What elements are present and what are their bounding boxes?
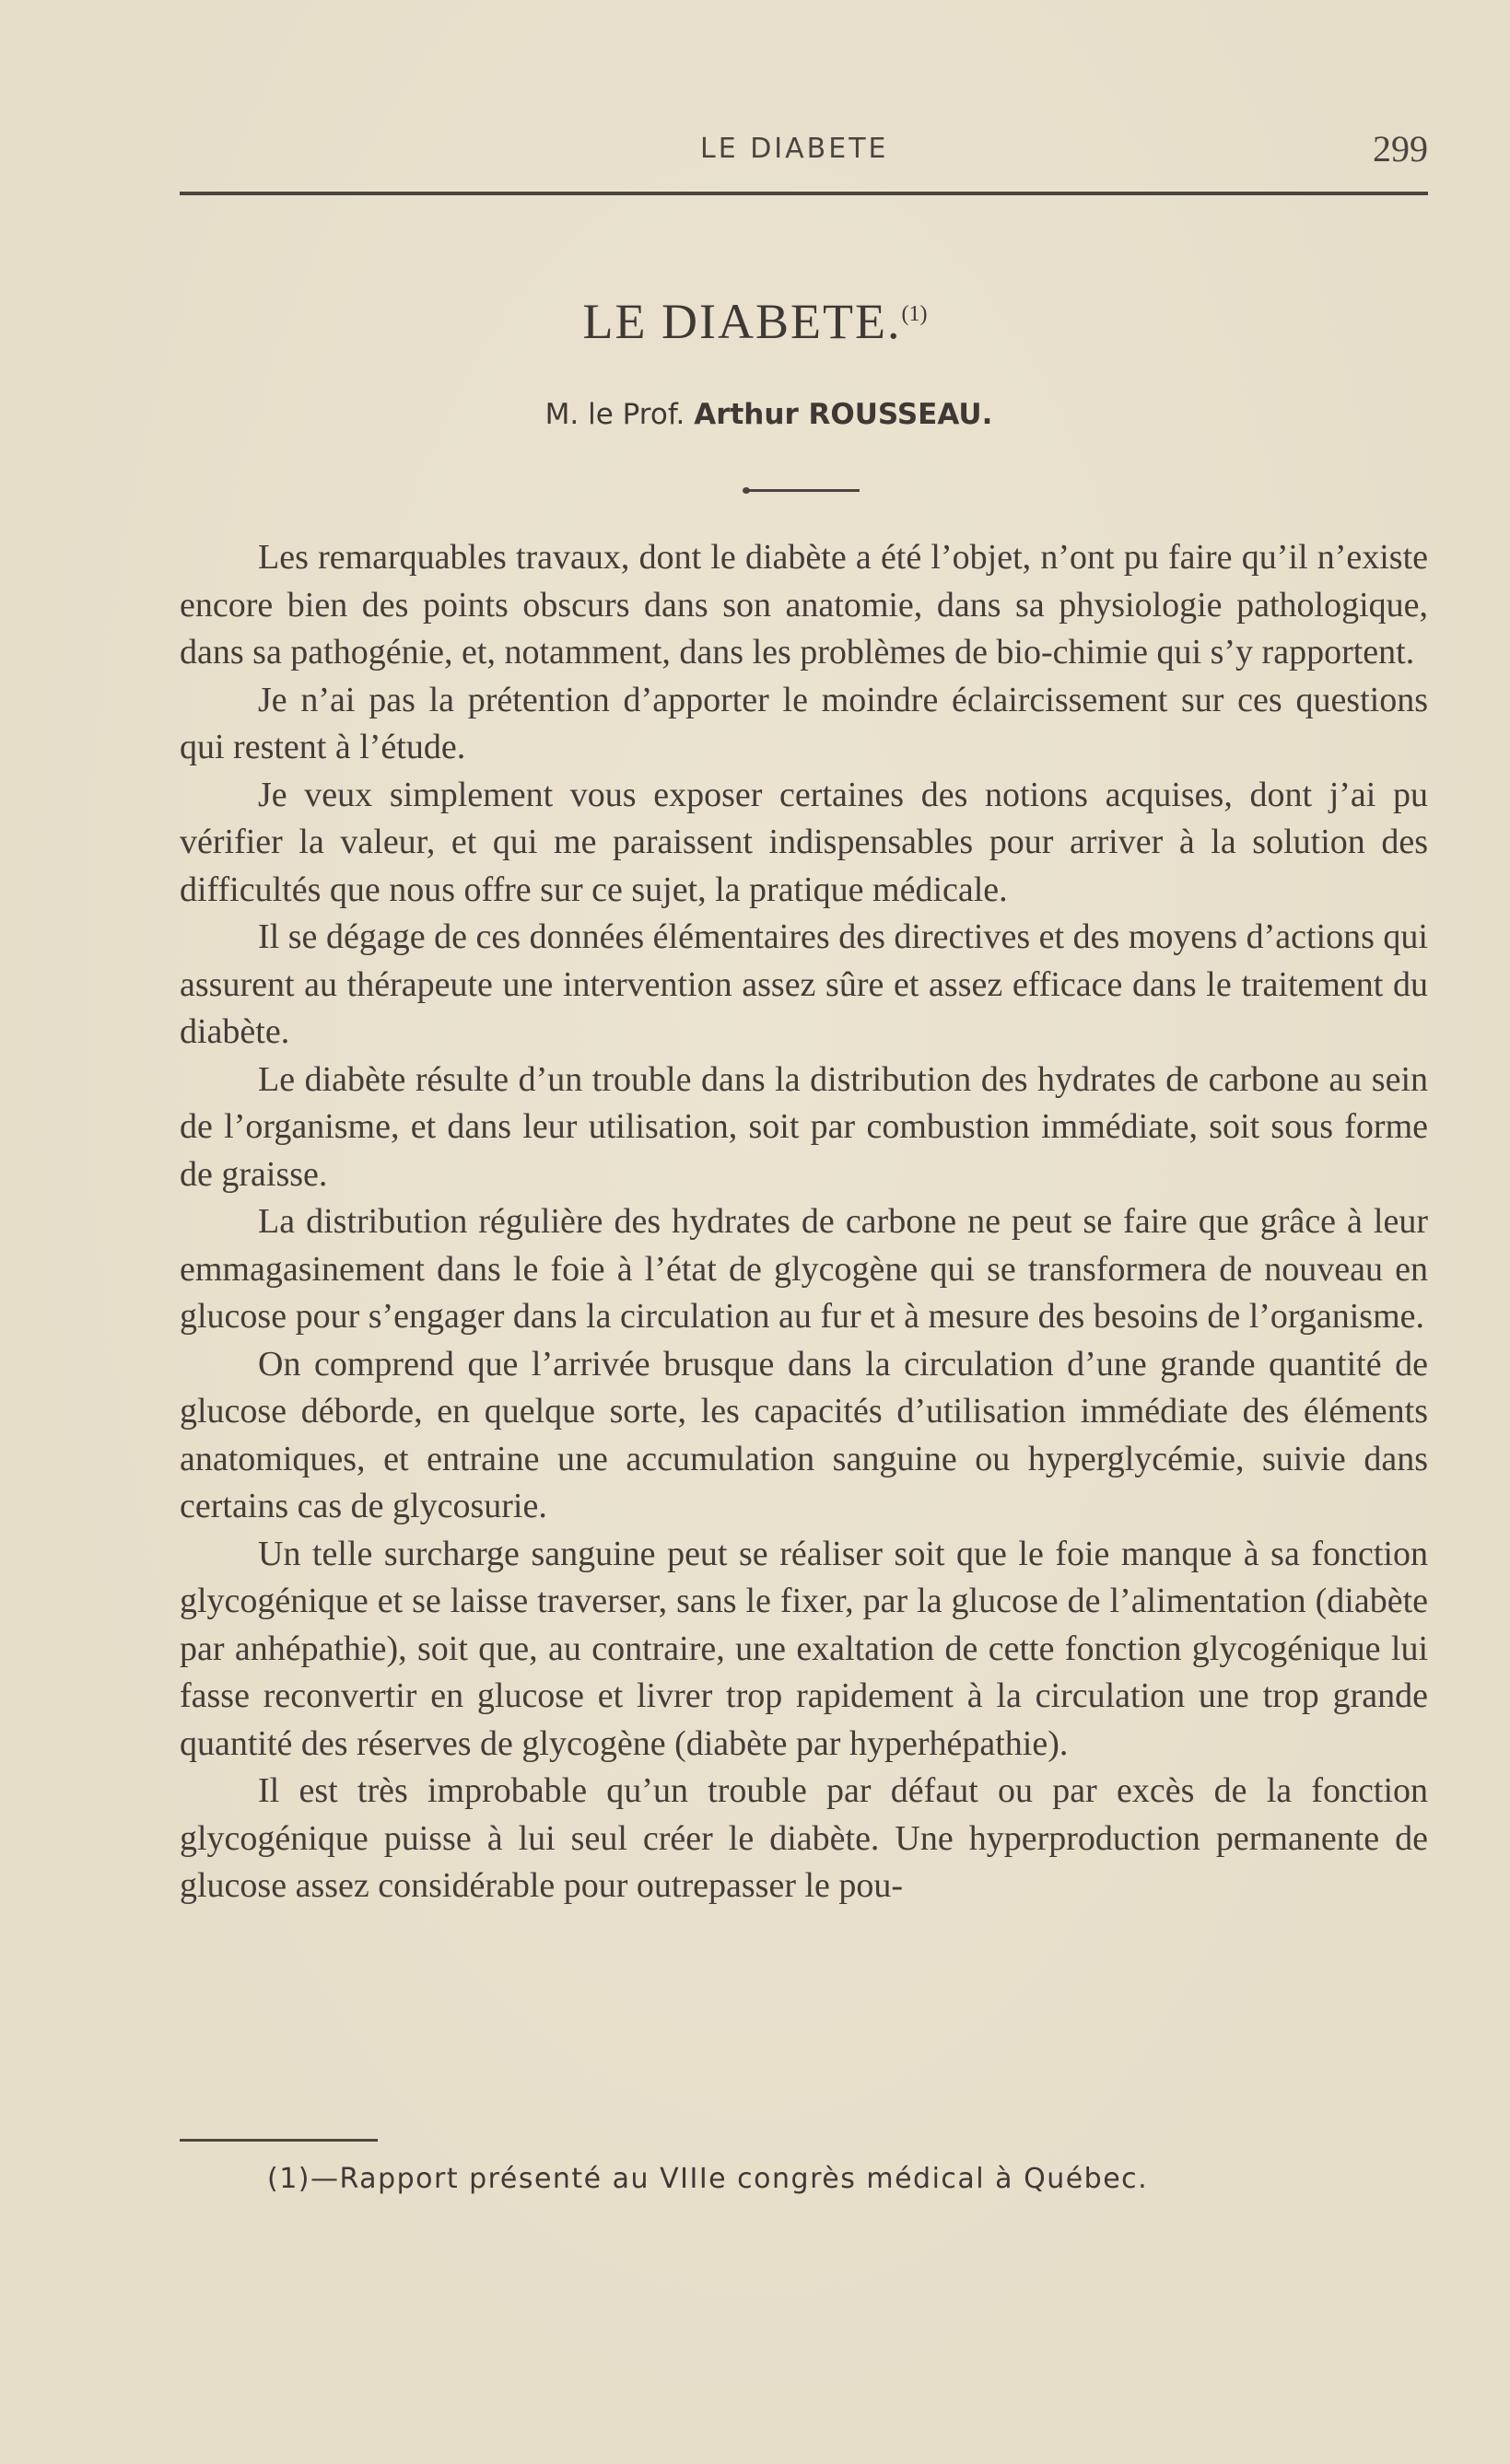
- title-footnote-marker: (1): [901, 302, 928, 326]
- article-title: [0, 293, 1510, 350]
- page-number: 299: [1373, 128, 1428, 169]
- running-head: [180, 127, 1428, 173]
- title-separator: [746, 489, 860, 492]
- running-title: LE DIABETE: [700, 133, 889, 165]
- paragraph: Les remarquables travaux, dont le diabète a été l’objet, n’ont pu faire qu’il n’existe encore bien des points obscurs dans son anatomie, dans sa physiologie pathologique, dans sa pathogénie, et, notamment, dans les problèmes de bio-chimie qui s’y rapportent.: [180, 538, 1428, 671]
- paragraph: La distribution régulière des hydrates de carbone ne peut se faire que grâce à leur emmagasinement dans le foie à l’état de glycogène qui se transformera de nouveau en glucose pour s’engager dans la circulation au fur et à mesure des besoins de l’organisme.: [180, 1202, 1428, 1336]
- byline: [0, 398, 1510, 431]
- footnote-rule: [180, 2139, 378, 2142]
- byline-prefix: M. le Prof.: [544, 398, 685, 431]
- article-body: [180, 534, 1428, 1910]
- author-name: Arthur ROUSSEAU.: [694, 398, 993, 431]
- header-rule: [180, 192, 1428, 195]
- paragraph: Il se dégage de ces données élémentaires des directives et des moyens d’actions qui assurent au thérapeute une intervention assez sûre et assez efficace dans le traitement du diabète.: [180, 917, 1428, 1051]
- paragraph: Il est très improbable qu’un trouble par défaut ou par excès de la fonction glycogénique puisse à lui seul créer le diabète. Une hyperproduction permanente de glucose assez considérable pour outrepasser le pou-: [180, 1771, 1428, 1905]
- paragraph: On comprend que l’arrivée brusque dans la circulation d’une grande quantité de glucose déborde, en quelque sorte, les capacités d’utilisation immédiate des éléments anatomiques, et entraine une accumulation sanguine ou hyperglycémie, suivie dans certains cas de glycosurie.: [180, 1344, 1428, 1525]
- paragraph: Je veux simplement vous exposer certaines des notions acquises, dont j’ai pu vérifier la valeur, et qui me paraissent indispensables pour arriver à la solution des difficultés que nous offre sur ce sujet, la pratique médicale.: [180, 775, 1428, 909]
- footnote: (1)—Rapport présenté au VIIIe congrès médical à Québec.: [267, 2163, 1149, 2195]
- paragraph: Le diabète résulte d’un trouble dans la distribution des hydrates de carbone au sein de l’organisme, et dans leur utilisation, soit par combustion immédiate, soit sous forme de graisse.: [180, 1059, 1428, 1194]
- article-title-text: LE DIABETE.: [582, 294, 902, 349]
- paragraph: Un telle surcharge sanguine peut se réaliser soit que le foie manque à sa fonction glycogénique et se laisse traverser, sans le fixer, par la glucose de l’alimentation (diabète par anhépathie), soit que, au contraire, une exaltation de cette fonction glycogénique lui fasse reconvertir en glucose et livrer trop rapidement à la circulation une trop grande quantité des réserves de glycogène (diabète par hyperhépathie).: [180, 1534, 1428, 1763]
- paragraph: Je n’ai pas la prétention d’apporter le moindre éclaircissement sur ces questions qui restent à l’étude.: [180, 680, 1428, 766]
